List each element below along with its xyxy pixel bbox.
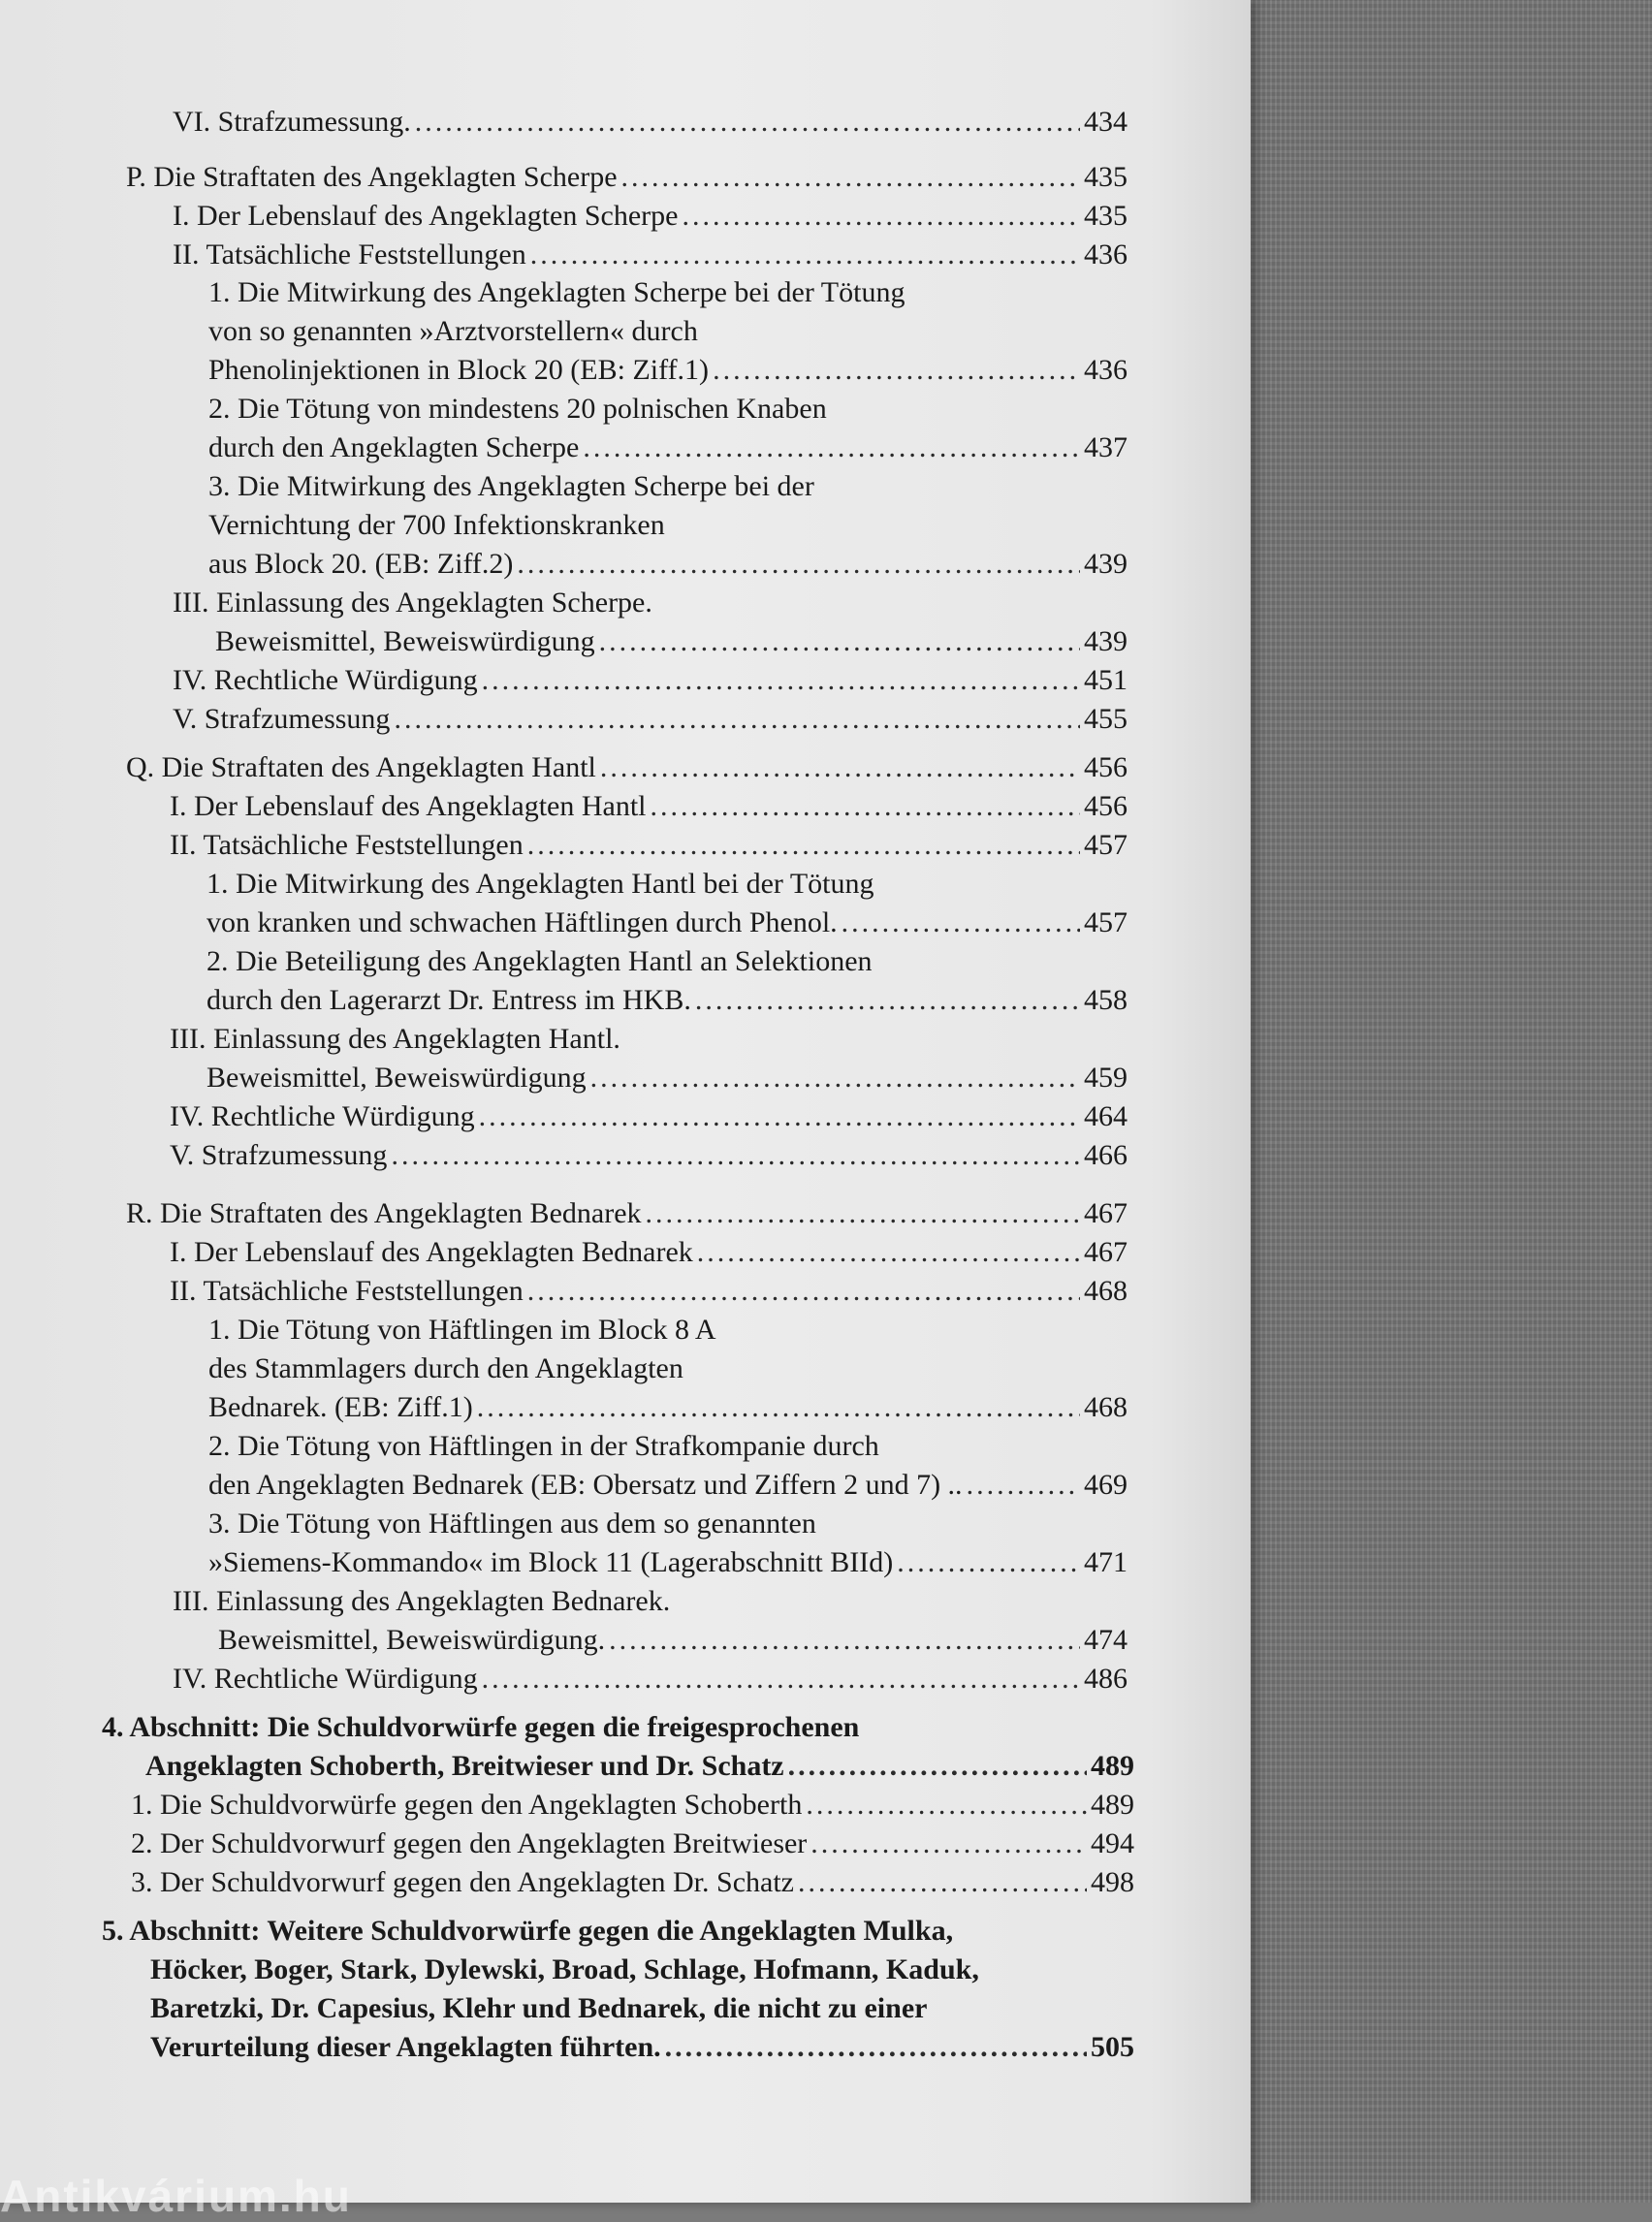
toc-entry-title: durch den Angeklagten Scherpe bbox=[208, 431, 580, 463]
toc-entry bbox=[170, 1020, 620, 1059]
toc-entry-title: I. Der Lebenslauf des Angeklagten Scherpe bbox=[173, 200, 679, 232]
toc-entry bbox=[170, 826, 1128, 865]
toc-entry bbox=[208, 1505, 816, 1543]
toc-entry-title: II. Tatsächliche Feststellungen bbox=[170, 829, 524, 861]
toc-entry-title: Baretzki, Dr. Capesius, Klehr und Bednarek, die nicht zu einer bbox=[150, 1992, 928, 2024]
toc-entry-title: III. Einlassung des Angeklagten Hantl. bbox=[170, 1023, 620, 1055]
toc-entry bbox=[208, 545, 1128, 584]
dot-leader bbox=[517, 545, 1080, 584]
toc-entry bbox=[173, 197, 1128, 236]
toc-entry bbox=[208, 312, 698, 351]
dot-leader bbox=[695, 981, 1080, 1020]
toc-page-number: 456 bbox=[1084, 751, 1128, 783]
toc-entry-title: II. Tatsächliche Feststellungen bbox=[170, 1275, 524, 1307]
dot-leader bbox=[599, 622, 1080, 661]
toc-entry-title: V. Strafzumessung bbox=[170, 1139, 388, 1171]
dot-leader bbox=[600, 748, 1080, 787]
dot-leader bbox=[527, 826, 1080, 865]
toc-entry bbox=[173, 103, 1128, 142]
toc-entry bbox=[208, 273, 905, 312]
dot-leader bbox=[665, 2028, 1087, 2067]
toc-entry-title: aus Block 20. (EB: Ziff.2) bbox=[208, 548, 514, 580]
toc-entry-title: Bednarek. (EB: Ziff.1) bbox=[208, 1391, 473, 1423]
toc-entry bbox=[170, 1097, 1128, 1136]
toc-page-number: 451 bbox=[1084, 664, 1128, 696]
toc-entry bbox=[150, 1989, 927, 2028]
toc-page-number: 464 bbox=[1084, 1100, 1128, 1132]
toc-entry bbox=[208, 1349, 683, 1388]
toc-page-number: 459 bbox=[1084, 1062, 1128, 1094]
toc-entry-title: V. Strafzumessung bbox=[173, 703, 391, 735]
dot-leader bbox=[842, 904, 1080, 942]
dot-leader bbox=[646, 1194, 1080, 1233]
toc-page-number: 471 bbox=[1084, 1546, 1128, 1578]
toc-entry-title: den Angeklagten Bednarek (EB: Obersatz und Ziffern 2 und 7) .. bbox=[208, 1469, 963, 1501]
toc-page-number: 457 bbox=[1084, 829, 1128, 861]
toc-page-number: 434 bbox=[1084, 106, 1128, 138]
toc-page-number: 468 bbox=[1084, 1391, 1128, 1423]
toc-entry bbox=[173, 584, 652, 622]
dot-leader bbox=[590, 1059, 1080, 1097]
toc-entry-title: »Siemens-Kommando« im Block 11 (Lagerabschnitt BIId) bbox=[208, 1546, 894, 1578]
dot-leader bbox=[621, 158, 1080, 197]
toc-page-number: 468 bbox=[1084, 1275, 1128, 1307]
toc-entry bbox=[173, 1582, 670, 1621]
toc-entry bbox=[208, 351, 1128, 390]
toc-entry-title: 2. Die Tötung von mindestens 20 polnischen Knaben bbox=[208, 393, 827, 425]
toc-entry bbox=[206, 981, 1128, 1020]
dot-leader bbox=[697, 1233, 1080, 1272]
dot-leader bbox=[527, 1272, 1080, 1311]
toc-entry-title: Beweismittel, Beweiswürdigung bbox=[215, 625, 595, 657]
toc-page-number: 489 bbox=[1091, 1750, 1134, 1782]
dot-leader bbox=[391, 1136, 1080, 1175]
toc-entry-title: P. Die Straftaten des Angeklagten Scherpe bbox=[126, 161, 618, 193]
dark-backdrop bbox=[1251, 0, 1652, 2203]
toc-page-number: 467 bbox=[1084, 1236, 1128, 1268]
toc-page-number: 494 bbox=[1091, 1827, 1134, 1859]
toc-entry bbox=[173, 236, 1128, 274]
toc-entry-title: Verurteilung dieser Angeklagten führten. bbox=[150, 2031, 661, 2063]
dot-leader bbox=[651, 787, 1081, 826]
toc-entry-title: Q. Die Straftaten des Angeklagten Hantl bbox=[126, 751, 596, 783]
toc-page-number: 435 bbox=[1084, 200, 1128, 232]
toc-entry bbox=[208, 506, 665, 545]
toc-entry bbox=[150, 2028, 1134, 2067]
toc-entry bbox=[170, 1136, 1128, 1175]
toc-entry bbox=[206, 942, 873, 981]
toc-entry-title: Beweismittel, Beweiswürdigung bbox=[206, 1062, 587, 1094]
dot-leader bbox=[482, 661, 1080, 700]
toc-entry-title: durch den Lagerarzt Dr. Entress im HKB. bbox=[206, 984, 691, 1016]
toc-entry bbox=[173, 700, 1128, 739]
toc-entry-title: von kranken und schwachen Häftlingen durch Phenol. bbox=[206, 906, 838, 938]
toc-entry bbox=[173, 661, 1128, 700]
toc-entry-title: II. Tatsächliche Feststellungen bbox=[173, 238, 526, 270]
toc-page-number: 489 bbox=[1091, 1789, 1134, 1821]
toc-entry-title: III. Einlassung des Angeklagten Scherpe. bbox=[173, 587, 652, 619]
toc-page-number: 498 bbox=[1091, 1866, 1134, 1898]
toc-entry-title: IV. Rechtliche Würdigung bbox=[173, 664, 478, 696]
toc-entry-title: 2. Die Beteiligung des Angeklagten Hantl an Selektionen bbox=[206, 945, 873, 977]
toc-entry bbox=[208, 390, 827, 429]
dot-leader bbox=[713, 351, 1080, 390]
dot-leader bbox=[682, 197, 1080, 236]
toc-entry-title: 3. Die Tötung von Häftlingen aus dem so genannten bbox=[208, 1508, 816, 1540]
toc-entry-title: 1. Die Mitwirkung des Angeklagten Hantl bei der Tötung bbox=[206, 868, 874, 900]
toc-entry bbox=[126, 158, 1128, 197]
toc-entry-title: Höcker, Boger, Stark, Dylewski, Broad, Schlage, Hofmann, Kaduk, bbox=[150, 1953, 979, 1985]
toc-entry bbox=[126, 748, 1128, 787]
toc-entry-title: IV. Rechtliche Würdigung bbox=[170, 1100, 475, 1132]
toc-page-number: 435 bbox=[1084, 161, 1128, 193]
dot-leader bbox=[609, 1621, 1080, 1660]
toc-entry bbox=[173, 1660, 1128, 1698]
toc-page-number: 458 bbox=[1084, 984, 1128, 1016]
dot-leader bbox=[482, 1660, 1080, 1698]
toc-entry-title: 1. Die Mitwirkung des Angeklagten Scherpe bei der Tötung bbox=[208, 276, 905, 308]
toc-entry-title: R. Die Straftaten des Angeklagten Bednarek bbox=[126, 1197, 642, 1229]
toc-entry bbox=[208, 467, 814, 506]
toc-entry bbox=[206, 1059, 1128, 1097]
toc-entry-title: 3. Die Mitwirkung des Angeklagten Scherpe bei der bbox=[208, 470, 814, 502]
toc-entry bbox=[208, 1466, 1128, 1505]
toc-page-number: 505 bbox=[1091, 2031, 1134, 2063]
toc-entry bbox=[208, 1543, 1128, 1582]
toc-entry bbox=[131, 1863, 1134, 1902]
toc-entry-title: Phenolinjektionen in Block 20 (EB: Ziff.1) bbox=[208, 354, 710, 386]
toc-entry bbox=[131, 1825, 1134, 1863]
toc-entry bbox=[208, 1388, 1128, 1427]
dot-leader bbox=[394, 700, 1080, 739]
toc-entry bbox=[131, 1786, 1134, 1825]
toc-page-number: 467 bbox=[1084, 1197, 1128, 1229]
toc-entry-title: I. Der Lebenslauf des Angeklagten Hantl bbox=[170, 790, 647, 822]
dot-leader bbox=[788, 1747, 1087, 1786]
dot-leader bbox=[415, 103, 1080, 142]
toc-page-number: 436 bbox=[1084, 238, 1128, 270]
watermark: Antikvárium.hu bbox=[0, 2171, 352, 2221]
dot-leader bbox=[583, 429, 1080, 467]
dot-leader bbox=[530, 236, 1080, 274]
toc-entry-title: I. Der Lebenslauf des Angeklagten Bednarek bbox=[170, 1236, 693, 1268]
toc-entry-title: III. Einlassung des Angeklagten Bednarek. bbox=[173, 1585, 671, 1617]
toc-entry bbox=[208, 429, 1128, 467]
toc-entry bbox=[126, 1194, 1128, 1233]
dot-leader bbox=[967, 1466, 1080, 1505]
toc-page-number: 437 bbox=[1084, 431, 1128, 463]
toc-entry-title: 1. Die Tötung von Häftlingen im Block 8 A bbox=[208, 1314, 716, 1346]
toc-page-number: 457 bbox=[1084, 906, 1128, 938]
toc-page-number: 466 bbox=[1084, 1139, 1128, 1171]
dot-leader bbox=[810, 1825, 1087, 1863]
toc-entry bbox=[145, 1747, 1134, 1786]
toc-entry bbox=[206, 904, 1128, 942]
toc-page-number: 439 bbox=[1084, 625, 1128, 657]
toc-entry bbox=[170, 1272, 1128, 1311]
toc-entry bbox=[102, 1708, 859, 1747]
toc-entry-title: 5. Abschnitt: Weitere Schuldvorwürfe gegen die Angeklagten Mulka, bbox=[102, 1915, 954, 1947]
dot-leader bbox=[477, 1388, 1080, 1427]
toc-page-number: 486 bbox=[1084, 1663, 1128, 1695]
toc-page-number: 469 bbox=[1084, 1469, 1128, 1501]
toc-entry bbox=[170, 1233, 1128, 1272]
toc-entry bbox=[208, 1311, 716, 1349]
toc-entry-title: 2. Die Tötung von Häftlingen in der Strafkompanie durch bbox=[208, 1430, 879, 1462]
toc-entry bbox=[215, 622, 1128, 661]
toc-entry-title: von so genannten »Arztvorstellern« durch bbox=[208, 315, 698, 347]
toc-entry-title: 4. Abschnitt: Die Schuldvorwürfe gegen die freigesprochenen bbox=[102, 1711, 860, 1743]
toc-entry bbox=[102, 1912, 953, 1951]
toc-page-number: 436 bbox=[1084, 354, 1128, 386]
toc-entry bbox=[218, 1621, 1128, 1660]
toc-page-number: 439 bbox=[1084, 548, 1128, 580]
toc-entry bbox=[150, 1951, 979, 1989]
toc-entry-title: Beweismittel, Beweiswürdigung. bbox=[218, 1624, 606, 1656]
toc-entry-title: 2. Der Schuldvorwurf gegen den Angeklagten Breitwieser bbox=[131, 1827, 808, 1859]
toc-page-number: 455 bbox=[1084, 703, 1128, 735]
toc-entry-title: IV. Rechtliche Würdigung bbox=[173, 1663, 478, 1695]
toc-entry bbox=[170, 787, 1128, 826]
toc-entry bbox=[208, 1427, 879, 1466]
dot-leader bbox=[806, 1786, 1087, 1825]
toc-entry bbox=[206, 865, 874, 904]
toc-page-number: 474 bbox=[1084, 1624, 1128, 1656]
toc-page-number: 456 bbox=[1084, 790, 1128, 822]
dot-leader bbox=[479, 1097, 1080, 1136]
toc-entry-title: 3. Der Schuldvorwurf gegen den Angeklagten Dr. Schatz bbox=[131, 1866, 794, 1898]
toc-entry-title: Angeklagten Schoberth, Breitwieser und Dr. Schatz bbox=[145, 1750, 784, 1782]
dot-leader bbox=[897, 1543, 1080, 1582]
toc-entry-title: Vernichtung der 700 Infektionskranken bbox=[208, 509, 665, 541]
toc-entry-title: VI. Strafzumessung. bbox=[173, 106, 411, 138]
toc-entry-title: des Stammlagers durch den Angeklagten bbox=[208, 1352, 683, 1384]
toc-entry-title: 1. Die Schuldvorwürfe gegen den Angeklagten Schoberth bbox=[131, 1789, 803, 1821]
dot-leader bbox=[798, 1863, 1087, 1902]
